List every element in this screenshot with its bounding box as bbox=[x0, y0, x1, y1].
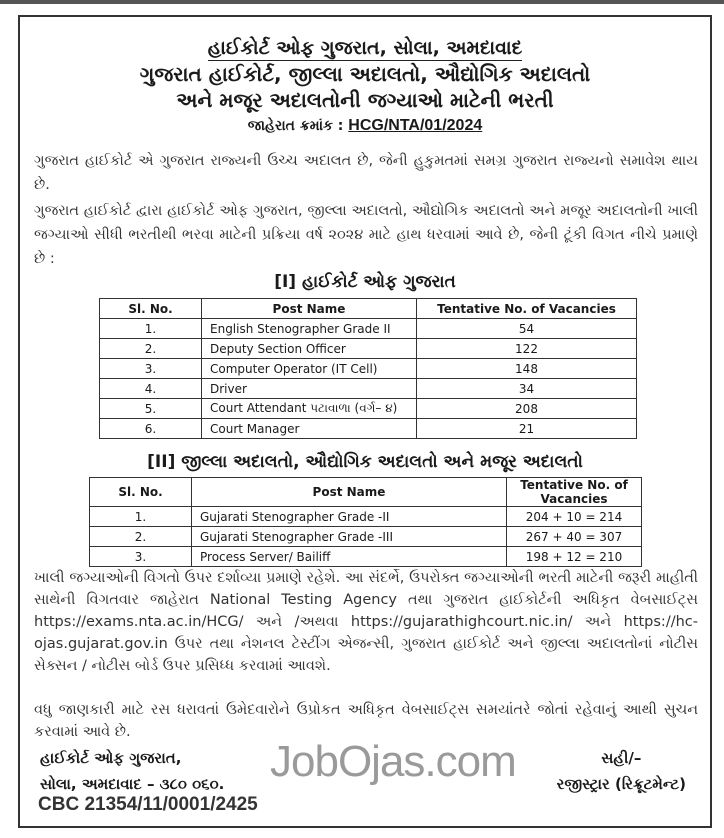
col-vacancies: Tentative No. of Vacancies bbox=[507, 478, 642, 507]
subtitle-line2: અને મજૂર અદાલતોની જગ્યાઓ માટેની ભરતી bbox=[176, 88, 554, 112]
district-court-vacancy-table bbox=[89, 477, 642, 567]
table-header bbox=[90, 478, 642, 507]
table-row bbox=[100, 339, 637, 359]
watermark: JobOjas.com bbox=[270, 737, 516, 786]
signature: સહી/– bbox=[601, 749, 642, 767]
sl-no: 1. bbox=[100, 319, 202, 339]
col-sl: Sl. No. bbox=[90, 478, 192, 507]
vacancies: 198 + 12 = 210 bbox=[507, 547, 642, 567]
address-line1: હાઈકોર્ટ ઓફ ગુજરાત, bbox=[40, 749, 182, 767]
top-border bbox=[0, 0, 724, 4]
sl-no: 3. bbox=[100, 359, 202, 379]
signature-block bbox=[557, 745, 686, 797]
sl-no: 1. bbox=[90, 507, 192, 527]
vacancies: 21 bbox=[417, 419, 637, 439]
sl-no: 2. bbox=[100, 339, 202, 359]
vacancies: 267 + 40 = 307 bbox=[507, 527, 642, 547]
section2-heading: [II] જીલ્લા અદાલતો, ઔદ્યોગિક અદાલતો અને મજૂર અદાલતો bbox=[147, 452, 583, 472]
table-row bbox=[100, 379, 637, 399]
sl-no: 2. bbox=[90, 527, 192, 547]
post-name: Gujarati Stenographer Grade -II bbox=[192, 507, 507, 527]
table-row bbox=[90, 527, 642, 547]
title-text: હાઈકોર્ટ ઓફ ગુજરાત, સોલા, અમદાવાદ bbox=[207, 37, 523, 59]
col-post: Post Name bbox=[192, 478, 507, 507]
advertisement-number bbox=[20, 117, 710, 135]
vacancies: 34 bbox=[417, 379, 637, 399]
table-row bbox=[100, 399, 637, 419]
advertisement bbox=[18, 15, 712, 828]
post-name: Gujarati Stenographer Grade -III bbox=[192, 527, 507, 547]
subtitle-line1: ગુજરાત હાઈકોર્ટ, જીલ્લા અદાલતો, ઔદ્યોગિક અદાલતો bbox=[139, 62, 591, 86]
post-name: Court Manager bbox=[202, 419, 417, 439]
sl-no: 6. bbox=[100, 419, 202, 439]
table-row bbox=[90, 507, 642, 527]
paragraph-recruitment: ગુજરાત હાઈકોર્ટ દ્વારા હાઈકોર્ટ ઓફ ગુજરાત, જીલ્લા અદાલતો, ઔદ્યોગિક અદાલતો અને મજૂર અદાલતોની ખાલી જગ્યાઓ સીધી ભરતીથી ભરવા માટેની પ્રક્રિયા વર્ષ ૨૦૨૪ માટે હાથ ધરવામાં આવે છે, જેની ટૂંકી વિગત નીચે પ્રમાણે છે : bbox=[34, 203, 698, 267]
post-name: Deputy Section Officer bbox=[202, 339, 417, 359]
col-post: Post Name bbox=[202, 299, 417, 319]
post-name: Computer Operator (IT Cell) bbox=[202, 359, 417, 379]
col-vacancies: Tentative No. of Vacancies bbox=[417, 299, 637, 319]
post-name: Driver bbox=[202, 379, 417, 399]
vacancies: 122 bbox=[417, 339, 637, 359]
address-line2: સોલા, અમદાવાદ – ૩૮૦ ૦૬૦. bbox=[40, 775, 225, 793]
table-row bbox=[100, 419, 637, 439]
post-name: Court Attendant પટાવાળા (વર્ગ– ૪) bbox=[202, 399, 417, 419]
paragraph-advice: વધુ જાણકારી માટે રસ ધરાવતાં ઉમેદવારોને ઉપ્રોકત અધિકૃત વેબસાઈટ્સ સમયાંતરે જોતાં રહેવાનું આથી સુચન કરવામાં આવે છે. bbox=[34, 702, 698, 740]
sl-no: 5. bbox=[100, 399, 202, 419]
title bbox=[20, 37, 710, 59]
office-address bbox=[40, 745, 224, 797]
section1-heading: [I] હાઈકોર્ટ ઓફ ગુજરાત bbox=[274, 272, 456, 292]
designation: રજીસ્ટ્રાર (રિક્રૂટમેન્ટ) bbox=[556, 775, 686, 793]
table-header bbox=[100, 299, 637, 319]
vacancies: 148 bbox=[417, 359, 637, 379]
sl-no: 4. bbox=[100, 379, 202, 399]
paragraph-details: ખાલી જગ્યાઓની વિગતો ઉપર દર્શાવ્યા પ્રમાણે રહેશે. આ સંદર્ભે, ઉપરોક્ત જગ્યાઓની ભરતી માટેની જરૂરી માહીતી સાથેની વિગતવાર જાહેરાત National Testing Agency તથા ગુજરાત હાઈકોર્ટની અધિકૃત વેબસાઈટ્સ https://exams.nta.ac.in/HCG/ અને /અથવા https://gujarathighcourt.nic.in/ અને https://hc-ojas.gujarat.gov.in ઉપર તથા નેશનલ ટેસ્ટીંગ એજન્સી, ગુજરાત હાઈકોર્ટ અને જીલ્લા અદાલતોનાં નોટીસ સેક્સન / નોટીસ બોર્ડ ઉપર પ્રસિધ્ધ કરવામાં આવશે. bbox=[34, 570, 698, 674]
vacancies: 54 bbox=[417, 319, 637, 339]
adv-label: જાહેરાત ક્રમાંક : bbox=[247, 118, 344, 134]
post-name: English Stenographer Grade II bbox=[202, 319, 417, 339]
col-sl: Sl. No. bbox=[100, 299, 202, 319]
table-row bbox=[100, 319, 637, 339]
sl-no: 3. bbox=[90, 547, 192, 567]
post-name: Process Server/ Bailiff bbox=[192, 547, 507, 567]
table-row bbox=[90, 547, 642, 567]
vacancies: 204 + 10 = 214 bbox=[507, 507, 642, 527]
subtitle bbox=[20, 61, 710, 113]
adv-number: HCG/NTA/01/2024 bbox=[348, 117, 483, 134]
paragraph-intro: ગુજરાત હાઈકોર્ટ એ ગુજરાત રાજ્યની ઉચ્ચ અદાલત છે, જેની હુકુમતમાં સમગ્ર ગુજરાત રાજ્યનો સમાવેશ થાય છે. bbox=[34, 153, 698, 193]
cbc-code: CBC 21354/11/0001/2425 bbox=[38, 794, 258, 815]
table-row bbox=[100, 359, 637, 379]
high-court-vacancy-table bbox=[99, 298, 637, 439]
vacancies: 208 bbox=[417, 399, 637, 419]
